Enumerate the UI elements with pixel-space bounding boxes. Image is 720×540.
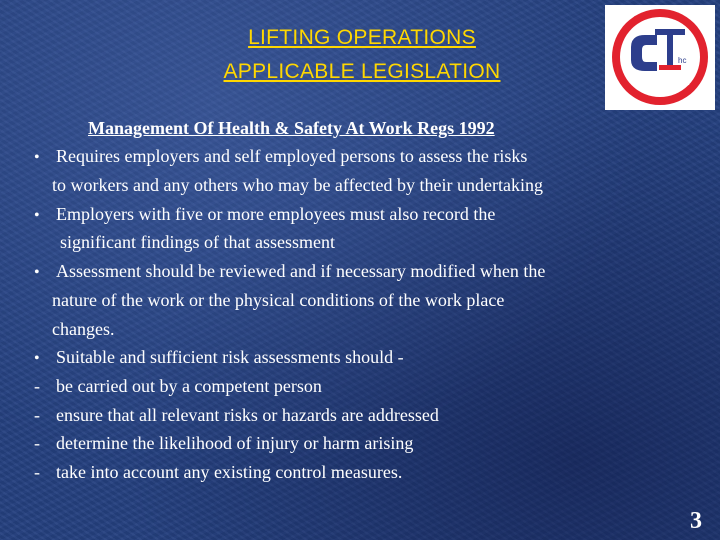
svg-text:hc: hc: [678, 56, 687, 65]
logo-name: CRANETRAIN: [630, 77, 690, 87]
dash-item-3: determine the likelihood of injury or harm arising: [56, 433, 414, 453]
slide-title-line-2: APPLICABLE LEGISLATION: [223, 60, 501, 83]
bullet-3-line-2: nature of the work or the physical conditions of the work place: [52, 290, 505, 310]
dash-item-4: take into account any existing control measures.: [56, 462, 403, 482]
logo-sub: INC: [653, 88, 667, 97]
slide-title-line-1: LIFTING OPERATIONS: [248, 26, 476, 49]
cranetrain-logo: [605, 5, 715, 110]
bullet-4-line-1: Suitable and sufficient risk assessments should -: [56, 347, 404, 367]
dash-marker: -: [34, 433, 40, 453]
bullet-3-line-1: Assessment should be reviewed and if necessary modified when the: [56, 261, 546, 281]
bullet-marker: •: [34, 149, 40, 166]
dash-marker: -: [34, 376, 40, 396]
bullet-2-line-2: significant findings of that assessment: [60, 232, 335, 252]
bullet-marker: •: [34, 207, 40, 224]
bullet-1-line-2: to workers and any others who may be affected by their undertaking: [52, 175, 544, 195]
regulation-subtitle: Management Of Health & Safety At Work Regs 1992: [88, 118, 495, 138]
page-number: 3: [690, 508, 702, 534]
dash-item-1: be carried out by a competent person: [56, 376, 322, 396]
dash-marker: -: [34, 462, 40, 482]
dash-marker: -: [34, 405, 40, 425]
bullet-3-line-3: changes.: [52, 319, 115, 339]
bullet-marker: •: [34, 350, 40, 367]
bullet-2-line-1: Employers with five or more employees must also record the: [56, 204, 496, 224]
bullet-marker: •: [34, 264, 40, 281]
dash-item-2: ensure that all relevant risks or hazards are addressed: [56, 405, 439, 425]
bullet-1-line-1: Requires employers and self employed persons to assess the risks: [56, 146, 528, 166]
